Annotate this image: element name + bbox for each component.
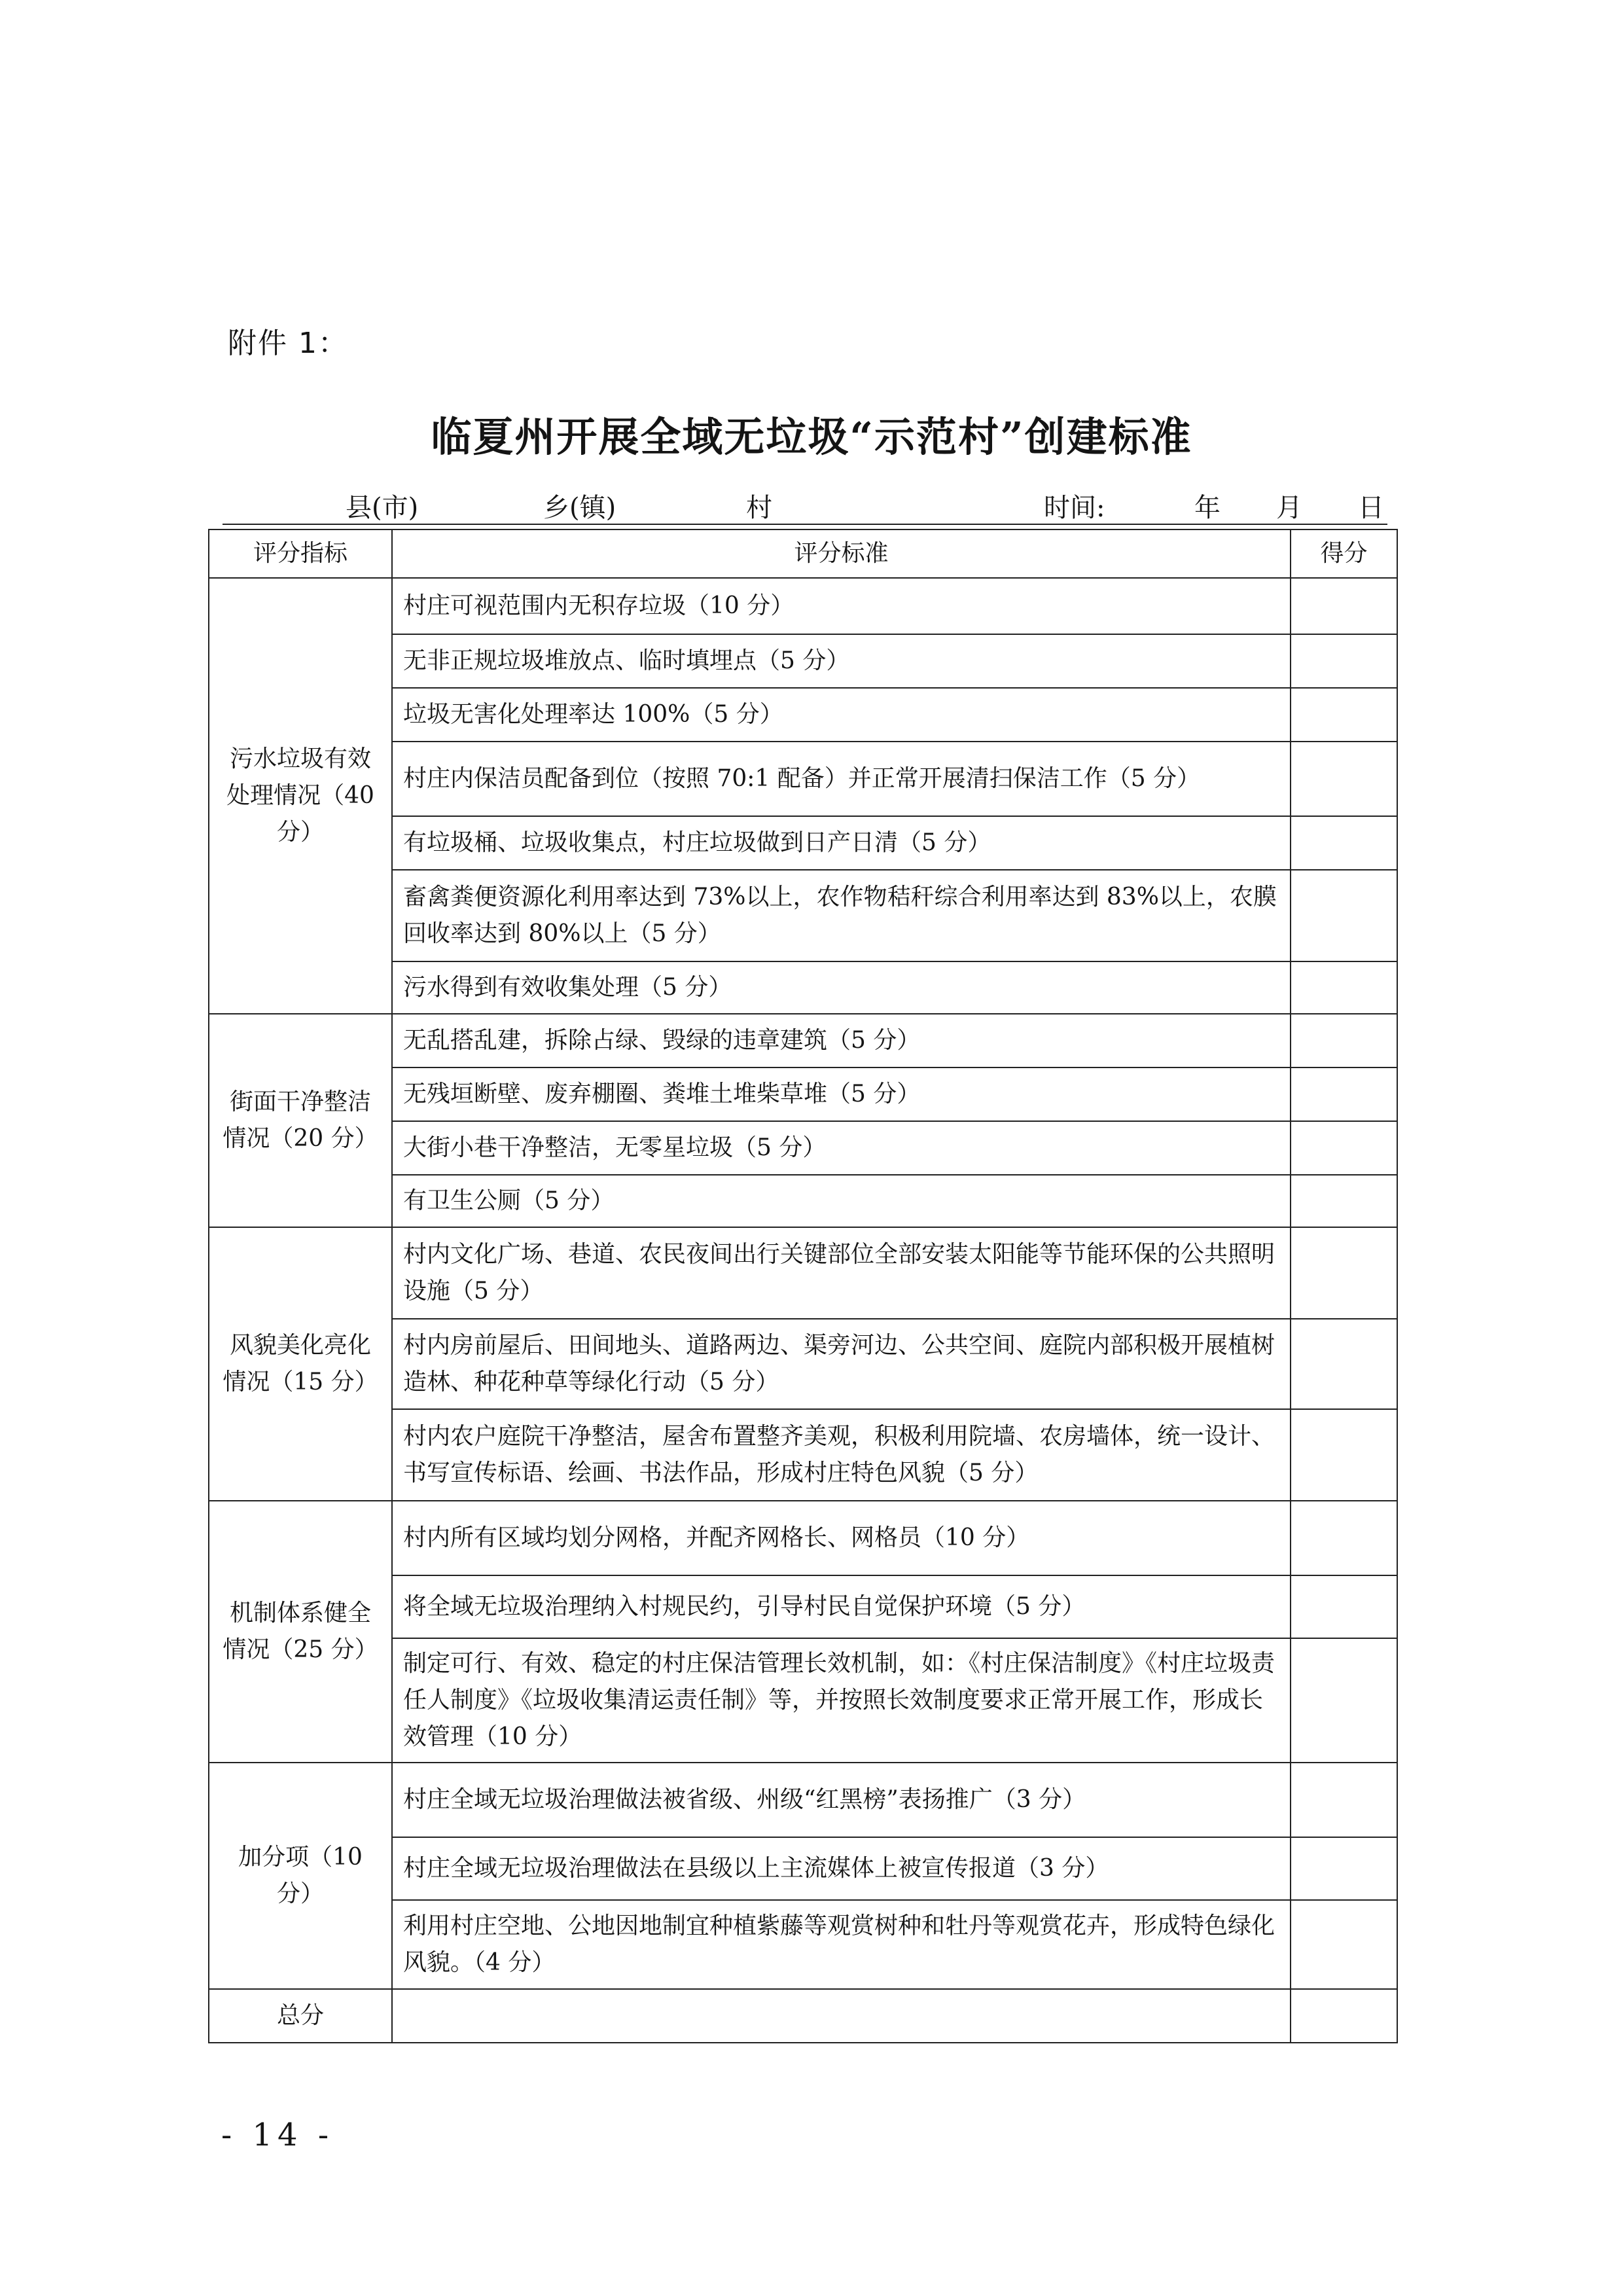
score-cell[interactable]: [1291, 1575, 1397, 1638]
total-standard-cell: [392, 1989, 1291, 2043]
score-cell[interactable]: [1291, 961, 1397, 1014]
header-indicator: 评分指标: [209, 529, 392, 578]
header-underline: [223, 524, 1387, 525]
criterion-cell: 污水得到有效收集处理（5 分）: [392, 961, 1291, 1014]
score-cell[interactable]: [1291, 1409, 1397, 1501]
score-cell[interactable]: [1291, 1121, 1397, 1175]
month-field[interactable]: 月: [1276, 493, 1302, 523]
table-row: [209, 1501, 1397, 1575]
category-cell: 加分项（10 分）: [209, 1763, 392, 1989]
header-line: [223, 484, 1387, 525]
header-score: 得分: [1291, 529, 1397, 578]
total-label: 总分: [209, 1989, 392, 2043]
score-cell[interactable]: [1291, 1014, 1397, 1067]
criterion-cell: 村庄内保洁员配备到位（按照 70:1 配备）并正常开展清扫保洁工作（5 分）: [392, 742, 1291, 816]
table-row: [209, 1227, 1397, 1319]
score-cell[interactable]: [1291, 1837, 1397, 1900]
score-cell[interactable]: [1291, 870, 1397, 961]
criterion-cell: 将全域无垃圾治理纳入村规民约，引导村民自觉保护环境（5 分）: [392, 1575, 1291, 1638]
page-number: - 14 -: [221, 2117, 334, 2153]
score-cell[interactable]: [1291, 1067, 1397, 1121]
day-field[interactable]: 日: [1358, 493, 1384, 523]
attachment-label: 附件 1：: [228, 327, 348, 360]
category-cell: 污水垃圾有效处理情况（40 分）: [209, 578, 392, 1014]
category-cell: 机制体系健全情况（25 分）: [209, 1501, 392, 1763]
criterion-cell: 利用村庄空地、公地因地制宜种植紫藤等观赏树种和牡丹等观赏花卉，形成特色绿化风貌。（4 分）: [392, 1900, 1291, 1989]
document-title: 临夏州开展全域无垃圾“示范村”创建标准: [431, 413, 1192, 461]
criterion-cell: 有卫生公厕（5 分）: [392, 1175, 1291, 1227]
header-standard: 评分标准: [392, 529, 1291, 578]
table-header-row: [209, 529, 1397, 578]
score-cell[interactable]: [1291, 1319, 1397, 1409]
criterion-cell: 大街小巷干净整洁，无零星垃圾（5 分）: [392, 1121, 1291, 1175]
category-cell: 风貌美化亮化情况（15 分）: [209, 1227, 392, 1501]
criterion-cell: 村庄全域无垃圾治理做法被省级、州级“红黑榜”表扬推广（3 分）: [392, 1763, 1291, 1837]
criterion-cell: 畜禽粪便资源化利用率达到 73%以上，农作物秸秆综合利用率达到 83%以上，农膜回收率达到 80%以上（5 分）: [392, 870, 1291, 961]
score-cell[interactable]: [1291, 742, 1397, 816]
score-cell[interactable]: [1291, 1501, 1397, 1575]
criterion-cell: 无残垣断壁、废弃棚圈、粪堆土堆柴草堆（5 分）: [392, 1067, 1291, 1121]
village-field[interactable]: 村: [746, 493, 772, 523]
criterion-cell: 无乱搭乱建，拆除占绿、毁绿的违章建筑（5 分）: [392, 1014, 1291, 1067]
table-row: [209, 578, 1397, 634]
score-cell[interactable]: [1291, 578, 1397, 634]
criterion-cell: 村内农户庭院干净整洁，屋舍布置整齐美观，积极利用院墙、农房墙体，统一设计、书写宣传标语、绘画、书法作品，形成村庄特色风貌（5 分）: [392, 1409, 1291, 1501]
criterion-cell: 无非正规垃圾堆放点、临时填埋点（5 分）: [392, 634, 1291, 688]
category-cell: 街面干净整洁情况（20 分）: [209, 1014, 392, 1227]
scoring-table: [208, 529, 1398, 2043]
score-cell[interactable]: [1291, 1900, 1397, 1989]
score-cell[interactable]: [1291, 1227, 1397, 1319]
criterion-cell: 有垃圾桶、垃圾收集点，村庄垃圾做到日产日清（5 分）: [392, 816, 1291, 870]
time-label: 时间:: [1044, 493, 1105, 523]
criterion-cell: 制定可行、有效、稳定的村庄保洁管理长效机制，如：《村庄保洁制度》《村庄垃圾责任人制度》《垃圾收集清运责任制》等，并按照长效制度要求正常开展工作，形成长效管理（10 分）: [392, 1638, 1291, 1763]
total-row: [209, 1989, 1397, 2043]
county-field[interactable]: 县(市): [346, 493, 419, 523]
score-cell[interactable]: [1291, 816, 1397, 870]
criterion-cell: 村庄可视范围内无积存垃圾（10 分）: [392, 578, 1291, 634]
table-row: [209, 1763, 1397, 1837]
score-cell[interactable]: [1291, 688, 1397, 742]
total-score-cell[interactable]: [1291, 1989, 1397, 2043]
criterion-cell: 村内所有区域均划分网格，并配齐网格长、网格员（10 分）: [392, 1501, 1291, 1575]
score-cell[interactable]: [1291, 1763, 1397, 1837]
criterion-cell: 村庄全域无垃圾治理做法在县级以上主流媒体上被宣传报道（3 分）: [392, 1837, 1291, 1900]
criterion-cell: 垃圾无害化处理率达 100%（5 分）: [392, 688, 1291, 742]
score-cell[interactable]: [1291, 634, 1397, 688]
score-cell[interactable]: [1291, 1175, 1397, 1227]
table-body: [209, 578, 1397, 2043]
table-row: [209, 1014, 1397, 1067]
township-field[interactable]: 乡(镇): [543, 493, 616, 523]
score-cell[interactable]: [1291, 1638, 1397, 1763]
criterion-cell: 村内文化广场、巷道、农民夜间出行关键部位全部安装太阳能等节能环保的公共照明设施（5 分）: [392, 1227, 1291, 1319]
criterion-cell: 村内房前屋后、田间地头、道路两边、渠旁河边、公共空间、庭院内部积极开展植树造林、种花种草等绿化行动（5 分）: [392, 1319, 1291, 1409]
year-field[interactable]: 年: [1194, 493, 1221, 523]
